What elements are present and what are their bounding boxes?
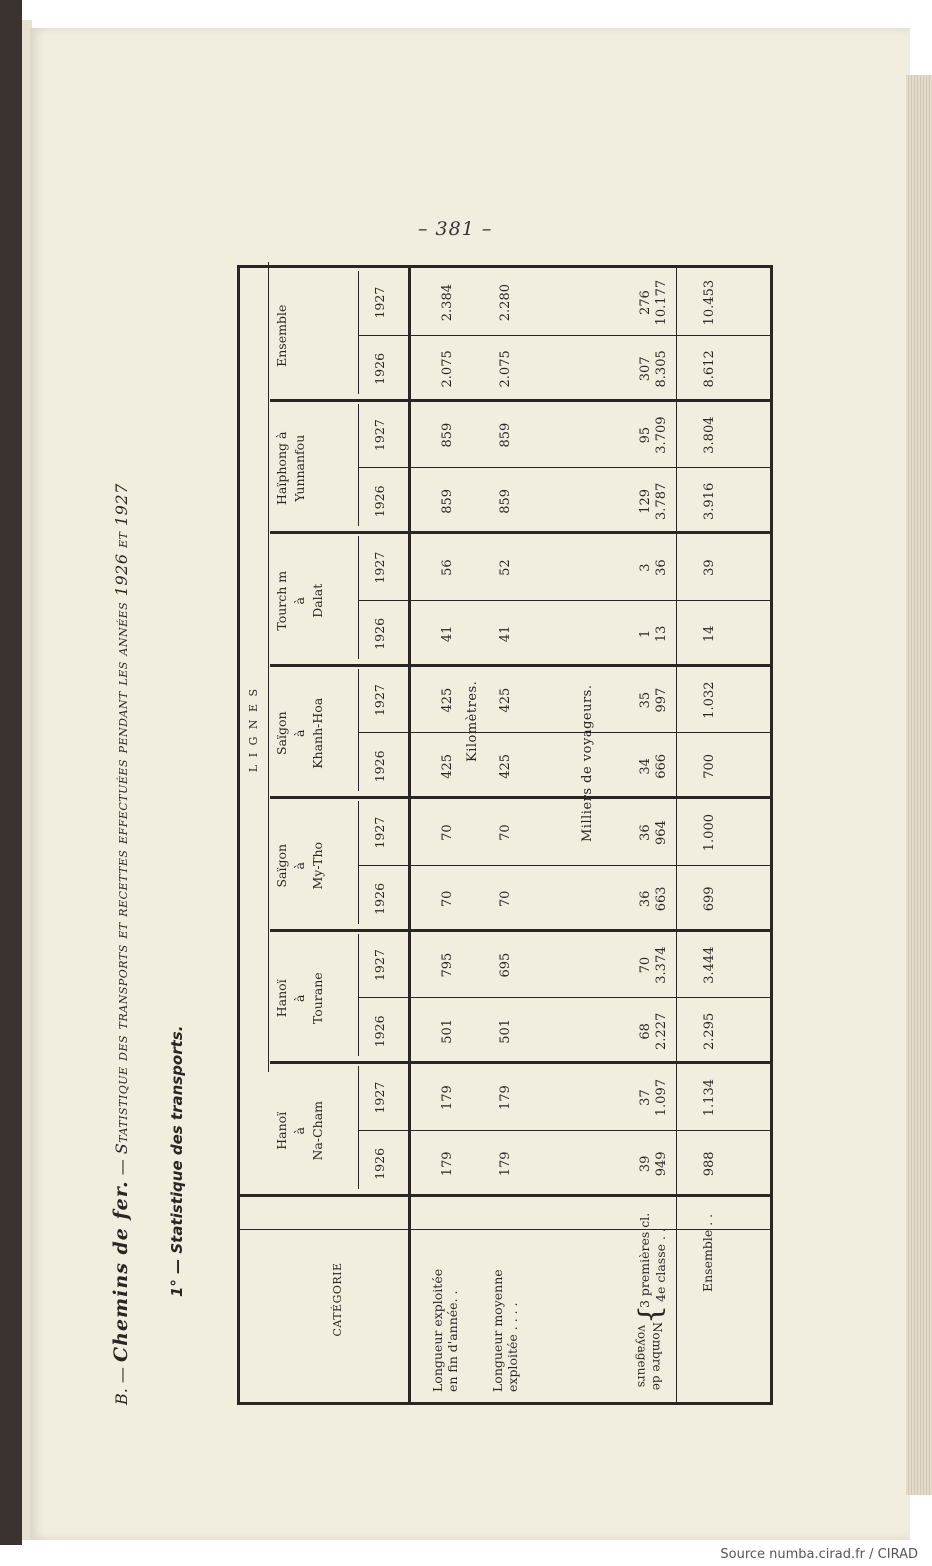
value-quatrieme: 997 [654, 687, 669, 713]
line-name-1: Saïgon [274, 711, 289, 756]
value-ensemble: 1.032 [702, 681, 717, 719]
value-longueur-moy: 859 [498, 488, 513, 514]
value-longueur-moy: 52 [498, 559, 513, 576]
section-voyageurs: Milliers de voyageurs. [580, 684, 595, 842]
value-ensemble: 3.916 [702, 482, 717, 520]
line-name-3: Dalat [310, 583, 325, 618]
value-premieres: 95 [638, 426, 653, 444]
year-1926: 1926 [372, 1015, 387, 1048]
line-name-1: Haïphong à [274, 431, 289, 505]
value-longueur-fin: 70 [440, 890, 455, 908]
value-premieres: 307 [638, 356, 653, 382]
row-label-nombre [634, 1322, 664, 1390]
value-longueur-moy: 501 [498, 1018, 513, 1044]
value-longueur-moy: 859 [498, 422, 513, 448]
line-name-3: Khanh-Hoa [310, 697, 325, 769]
value-quatrieme: 949 [654, 1151, 669, 1177]
value-longueur-fin: 501 [440, 1018, 455, 1044]
rotated-content [110, 275, 780, 1405]
lignes-rule [268, 262, 269, 1072]
line-name-3: Na-Cham [310, 1100, 325, 1161]
row-label-longueur-fin [430, 1269, 460, 1392]
section-letter: B. — [112, 1367, 131, 1405]
category-header: CATÉGORIE [331, 1262, 344, 1337]
year-1926: 1926 [372, 617, 387, 650]
value-premieres: 37 [638, 1089, 653, 1106]
heading-dash: — [112, 1154, 131, 1181]
year-1926: 1926 [372, 1147, 387, 1180]
value-longueur-moy: 179 [498, 1085, 513, 1111]
book-spine [0, 0, 22, 1545]
value-ensemble: 988 [702, 1151, 717, 1177]
group-divider [270, 664, 770, 667]
value-ensemble: 39 [702, 559, 717, 576]
subheading: 1° — Statistique des transports. [168, 1025, 186, 1297]
header-rule [408, 268, 411, 1402]
value-longueur-fin: 56 [440, 559, 455, 576]
value-ensemble: 3.804 [702, 416, 717, 454]
year-1927: 1927 [372, 551, 387, 584]
value-longueur-moy: 179 [498, 1151, 513, 1177]
section-subtitle: Statistique des transports et recettes effectuées pendant les années 1926 et 1927 [112, 483, 131, 1155]
year-1927: 1927 [372, 816, 387, 849]
value-longueur-moy: 425 [498, 753, 513, 779]
year-1927: 1927 [372, 419, 387, 452]
value-longueur-fin: 425 [440, 753, 455, 779]
value-ensemble: 1.000 [702, 814, 717, 852]
group-divider [270, 1062, 770, 1065]
row-label-line: exploitée . . . . [505, 1302, 520, 1392]
line-name-3: Tourane [310, 972, 325, 1025]
value-quatrieme: 964 [654, 820, 669, 846]
year-1927: 1927 [372, 1081, 387, 1114]
value-quatrieme: 1.097 [654, 1079, 669, 1117]
line-name-2: à [292, 994, 307, 1002]
brace: { [633, 1304, 668, 1324]
page-number: – 381 – [418, 218, 493, 240]
line-name-2: à [292, 1127, 307, 1135]
row-rule [676, 268, 677, 1402]
transport-table [237, 265, 773, 1405]
line-name-2: à [292, 862, 307, 870]
value-longueur-moy: 41 [498, 625, 513, 643]
value-longueur-fin: 179 [440, 1085, 455, 1111]
value-longueur-fin: 2.384 [440, 284, 455, 322]
row-label-line: voyageurs [635, 1324, 649, 1388]
row-label-line: en fin d'année. . [445, 1290, 460, 1392]
value-premieres: 36 [638, 890, 653, 908]
year-1927: 1927 [372, 684, 387, 717]
value-longueur-moy: 70 [498, 824, 513, 841]
row-label-line: Longueur exploitée [430, 1268, 445, 1392]
year-rule [358, 537, 359, 660]
value-longueur-moy: 70 [498, 890, 513, 908]
year-1927: 1927 [372, 286, 387, 319]
value-longueur-fin: 41 [440, 625, 455, 643]
value-premieres: 34 [638, 758, 653, 775]
value-longueur-fin: 795 [440, 952, 455, 978]
value-premieres: 70 [638, 956, 653, 974]
row-label-longueur-moy [490, 1269, 520, 1392]
value-quatrieme: 8.305 [654, 350, 669, 388]
value-longueur-fin: 859 [440, 422, 455, 448]
section-title: Chemins de fer. [110, 1180, 132, 1362]
line-name-2: Yunnanfou [292, 434, 307, 502]
group-divider [270, 797, 770, 800]
page-stack-edge [906, 75, 932, 1495]
value-ensemble: 699 [702, 886, 717, 912]
row-label-quatrieme: 4e classe . . [653, 1228, 668, 1302]
value-longueur-fin: 425 [440, 687, 455, 713]
year-rule [358, 404, 359, 527]
value-premieres: 129 [638, 488, 653, 514]
group-divider [270, 532, 770, 535]
value-quatrieme: 666 [654, 753, 669, 779]
value-ensemble: 1.134 [702, 1079, 717, 1117]
value-premieres: 276 [638, 290, 653, 316]
value-quatrieme: 36 [654, 559, 669, 576]
source-credit: Source numba.cirad.fr / CIRAD [720, 1547, 918, 1562]
value-ensemble: 8.612 [702, 350, 717, 388]
value-premieres: 36 [638, 824, 653, 841]
year-1926: 1926 [372, 750, 387, 783]
value-quatrieme: 663 [654, 886, 669, 912]
line-name-2: à [292, 729, 307, 737]
year-rule [358, 669, 359, 792]
value-quatrieme: 10.177 [654, 279, 669, 326]
year-1926: 1926 [372, 485, 387, 518]
lignes-header: L I G N E S [247, 686, 260, 773]
section-heading [110, 483, 132, 1405]
value-premieres: 39 [638, 1155, 653, 1173]
value-ensemble: 700 [702, 753, 717, 779]
value-premieres: 35 [638, 691, 653, 709]
grid-line [240, 1229, 770, 1230]
year-rule [358, 934, 359, 1057]
value-premieres: 1 [638, 629, 653, 639]
row-label-line: Nombre de [650, 1322, 664, 1391]
line-name-2: à [292, 597, 307, 605]
line-name-1: Saïgon [274, 843, 289, 888]
group-divider [270, 929, 770, 932]
value-longueur-moy: 2.280 [498, 284, 513, 322]
row-label-premieres: 3 premières cl. [637, 1212, 652, 1308]
value-longueur-moy: 425 [498, 687, 513, 713]
section-kilometres: Kilomètres. [465, 680, 480, 762]
year-1926: 1926 [372, 882, 387, 915]
value-quatrieme: 13 [654, 625, 669, 643]
value-longueur-fin: 179 [440, 1151, 455, 1177]
year-rule [358, 802, 359, 925]
value-longueur-fin: 70 [440, 824, 455, 841]
year-rule [358, 272, 359, 395]
line-name-1: Hanoï [274, 979, 289, 1018]
value-quatrieme: 3.787 [654, 482, 669, 520]
line-name-1: Ensemble [274, 304, 289, 367]
value-longueur-fin: 859 [440, 488, 455, 514]
value-ensemble: 10.453 [702, 279, 717, 326]
value-quatrieme: 3.709 [654, 416, 669, 454]
row-label-line: Longueur moyenne [490, 1269, 505, 1392]
line-name-1: Tourch m [274, 570, 289, 631]
value-premieres: 68 [638, 1023, 653, 1040]
value-ensemble: 3.444 [702, 946, 717, 984]
group-divider [270, 399, 770, 402]
value-premieres: 3 [638, 563, 653, 572]
value-longueur-fin: 2.075 [440, 350, 455, 388]
value-longueur-moy: 695 [498, 952, 513, 978]
value-quatrieme: 2.227 [654, 1012, 669, 1050]
year-rule [358, 1067, 359, 1190]
row-label-ensemble: Ensemble . . [700, 1213, 715, 1292]
line-name-1: Hanoï [274, 1111, 289, 1150]
value-longueur-moy: 2.075 [498, 350, 513, 388]
value-quatrieme: 3.374 [654, 946, 669, 984]
year-1927: 1927 [372, 949, 387, 982]
line-name-3: My-Tho [310, 841, 325, 890]
value-ensemble: 14 [702, 625, 717, 643]
year-1926: 1926 [372, 352, 387, 385]
value-ensemble: 2.295 [702, 1012, 717, 1050]
